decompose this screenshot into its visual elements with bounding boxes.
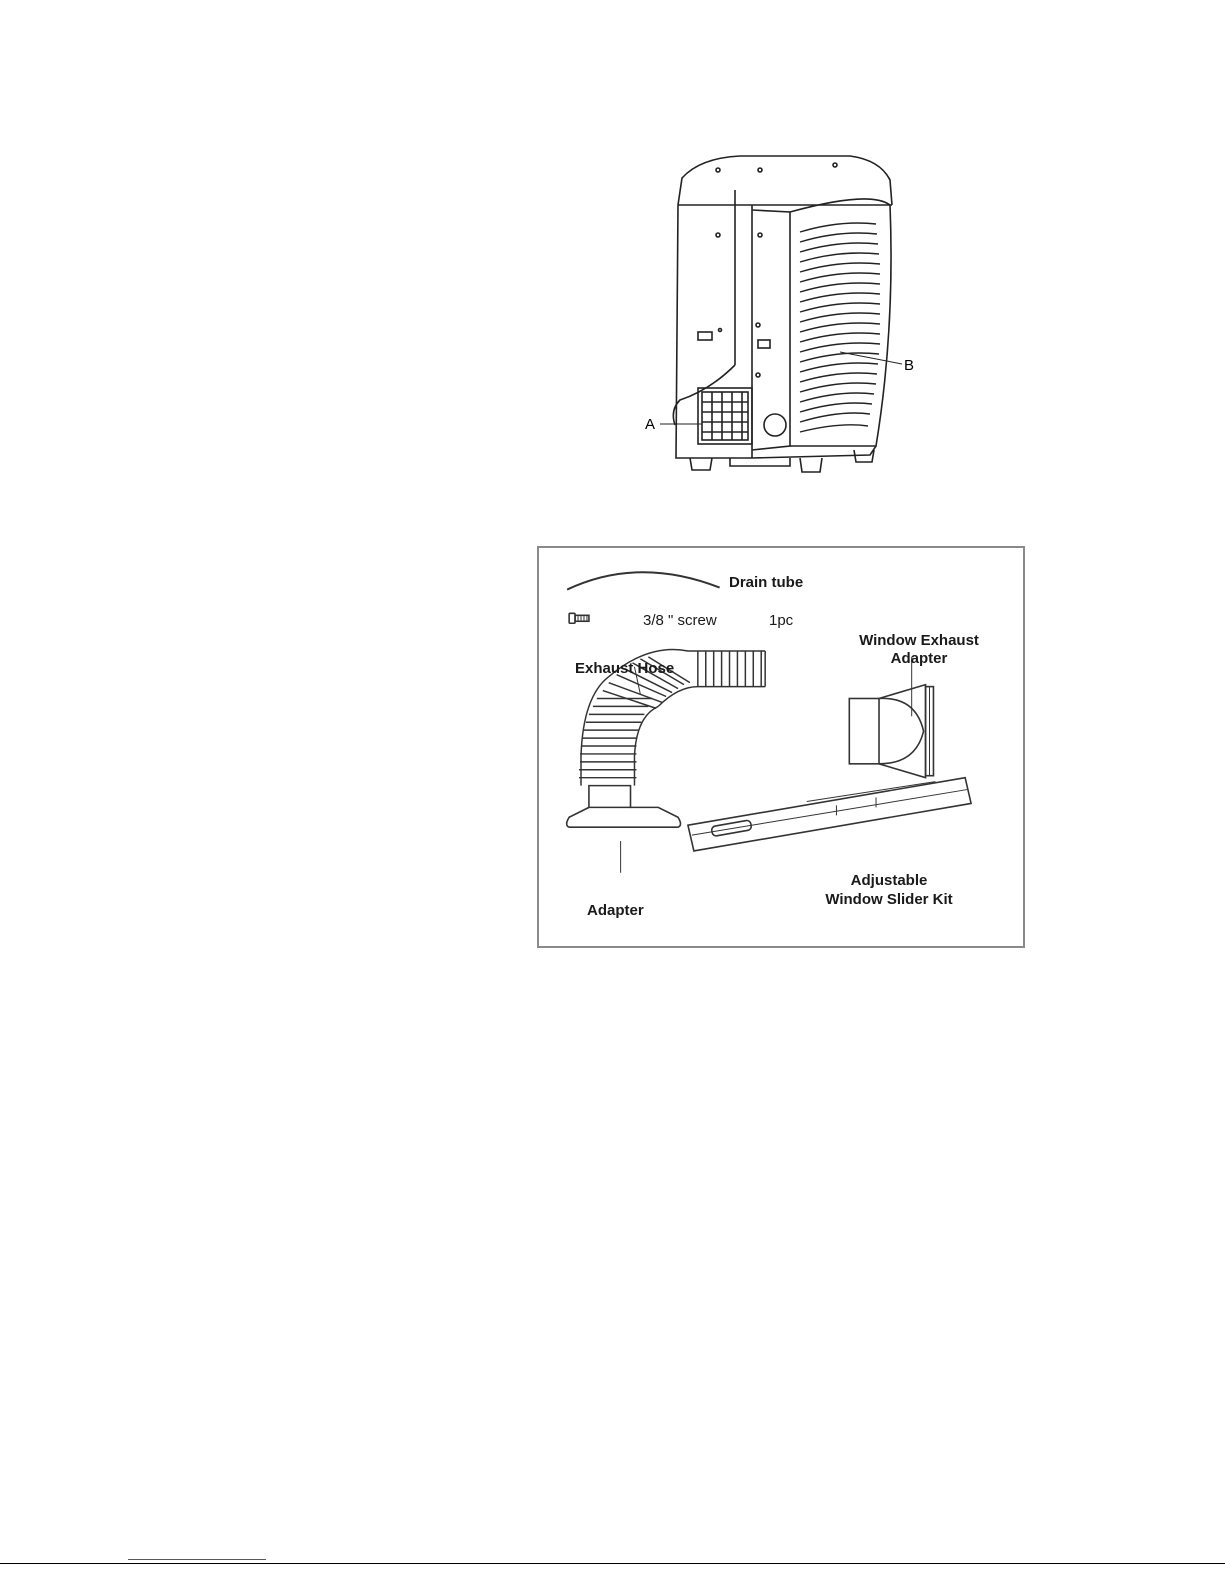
- screw-label: 3/8 " screw: [643, 612, 717, 629]
- window-exhaust-adapter-label-line2: Adapter: [890, 650, 948, 667]
- slider-kit-label-line2: Window Slider Kit: [825, 891, 953, 908]
- callout-label-a: A: [645, 416, 656, 433]
- adapter-label: Adapter: [587, 902, 644, 919]
- footer-divider: [0, 1563, 1225, 1564]
- air-conditioner-rear-illustration: [640, 150, 940, 490]
- screw-quantity: 1pc: [769, 612, 794, 629]
- screw-icon: [569, 613, 589, 623]
- accessories-panel: [537, 546, 1025, 948]
- air-conditioner-rear-drawing: [640, 150, 940, 490]
- slider-kit-label-line1: Adjustable: [850, 872, 928, 889]
- drain-tube-label: Drain tube: [729, 574, 804, 591]
- exhaust-hose-label: Exhaust Hose: [575, 660, 675, 677]
- callout-label-b: B: [904, 357, 915, 374]
- footer-link-underline[interactable]: [128, 1559, 266, 1560]
- window-exhaust-adapter-label-line1: Window Exhaust: [859, 632, 979, 649]
